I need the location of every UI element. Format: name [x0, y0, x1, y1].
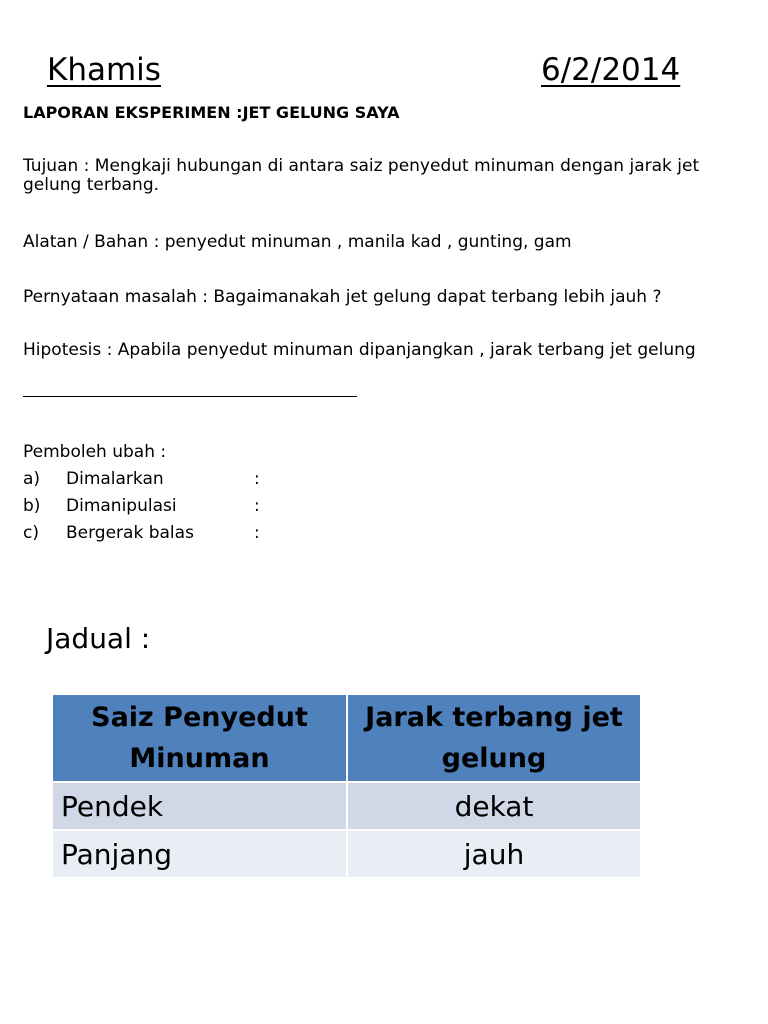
- hypothesis-text: Hipotesis : Apabila penyedut minuman dipanjangkan , jarak terbang jet gelung: [23, 340, 696, 360]
- table-cell: Pendek: [52, 782, 347, 830]
- date-heading: 6/2/2014: [541, 52, 681, 88]
- variable-colon: :: [254, 496, 260, 516]
- header-cell-straw-size: Saiz Penyedut Minuman: [52, 694, 347, 782]
- variable-colon: :: [254, 469, 260, 489]
- list-marker: a): [23, 469, 41, 489]
- results-table: [51, 693, 642, 879]
- report-title: LAPORAN EKSPERIMEN :JET GELUNG SAYA: [23, 103, 400, 122]
- answer-blank-line: [23, 396, 357, 397]
- table-cell: Panjang: [52, 830, 347, 878]
- table-row: [52, 782, 641, 830]
- variable-name: Dimalarkan: [66, 469, 164, 489]
- table-cell: dekat: [347, 782, 641, 830]
- objective-text: Tujuan : Mengkaji hubungan di antara saiz penyedut minuman dengan jarak jet gelung terbang.: [23, 156, 700, 195]
- day-heading: Khamis: [47, 52, 161, 88]
- materials-text: Alatan / Bahan : penyedut minuman , manila kad , gunting, gam: [23, 232, 572, 252]
- list-marker: b): [23, 496, 41, 516]
- list-marker: c): [23, 523, 39, 543]
- table-cell: jauh: [347, 830, 641, 878]
- variable-colon: :: [254, 523, 260, 543]
- variable-name: Dimanipulasi: [66, 496, 177, 516]
- table-row: [52, 830, 641, 878]
- variable-name: Bergerak balas: [66, 523, 194, 543]
- table-header-row: [52, 694, 641, 782]
- problem-statement-text: Pernyataan masalah : Bagaimanakah jet gelung dapat terbang lebih jauh ?: [23, 287, 662, 307]
- variables-heading: Pemboleh ubah :: [23, 442, 167, 462]
- table-label: Jadual :: [46, 622, 151, 655]
- header-cell-flight-distance: Jarak terbang jet gelung: [347, 694, 641, 782]
